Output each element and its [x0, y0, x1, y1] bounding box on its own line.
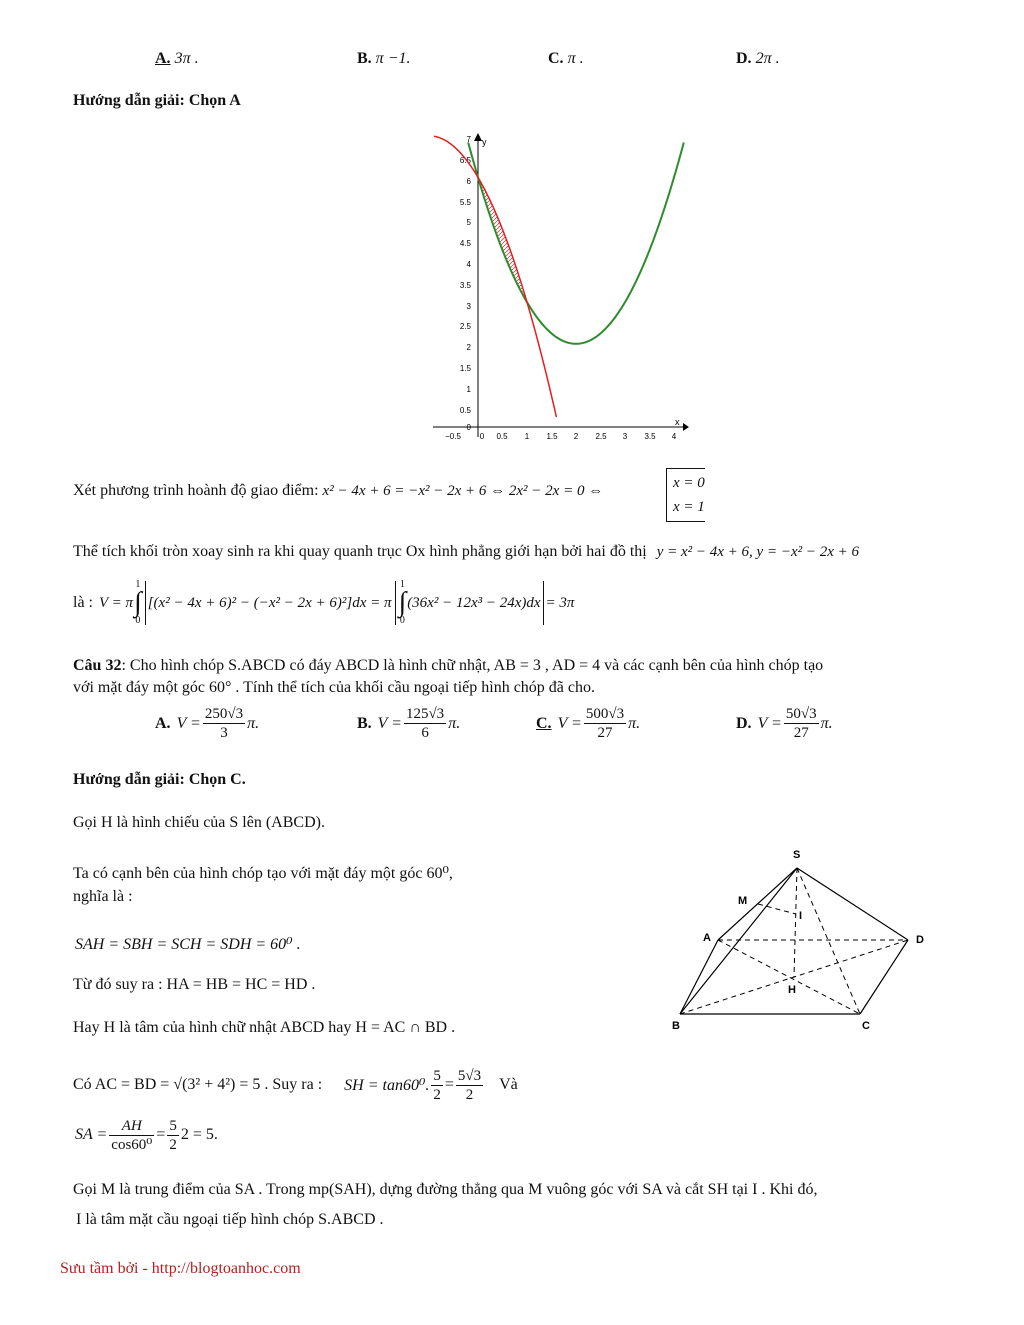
- solution-2-p3: SAH = SBH = SCH = SDH = 60⁰ .: [75, 936, 301, 953]
- integral-sign-2: 1 ∫ 0: [398, 579, 407, 626]
- solution-1-heading: Hướng dẫn giải: Chọn A: [73, 92, 241, 109]
- x-axis-label: x: [675, 417, 680, 427]
- label-A: A: [703, 932, 711, 944]
- q31-option-c: C. π .: [548, 50, 584, 67]
- q32-option-d: D. V = $\frac{50√3}{27}$ π.: [736, 706, 833, 741]
- x-tick-3.5: 3.5: [644, 432, 656, 441]
- x-tick-4: 4: [671, 432, 677, 441]
- y-tick-1: 1: [466, 385, 471, 394]
- y-tick-6.5: 6.5: [459, 156, 471, 165]
- q32-option-c: C. V = $\frac{500√3}{27}$ π.: [536, 706, 641, 741]
- x-tick-2.5: 2.5: [595, 432, 607, 441]
- volume-description-line: Thể tích khối tròn xoay sinh ra khi quay quanh trục Ox hình phẳng giới hạn bởi hai đồ thị y = x² − 4x + 6, y = −x² − 2x + 6: [73, 543, 860, 560]
- solution-2-p4: Từ đó suy ra : HA = HB = HC = HD .: [73, 976, 316, 993]
- y-tick-labels: [460, 135, 472, 432]
- diagonal-BD: [680, 940, 908, 1014]
- y-tick-1.5: 1.5: [459, 364, 471, 373]
- q31-option-d: D. 2π .: [736, 50, 780, 67]
- solution-2-p9: I là tâm mặt cầu ngoại tiếp hình chóp S.ABCD .: [76, 1211, 384, 1228]
- edge-CD: [860, 940, 908, 1014]
- pyramid-figure: [665, 840, 940, 1040]
- y-tick-6: 6: [466, 177, 471, 186]
- y-tick-0.5: 0.5: [459, 406, 471, 415]
- edge-BA: [680, 940, 718, 1014]
- edge-SA: [718, 868, 797, 940]
- footer-source: Sưu tầm bởi - http://blogtoanhoc.com: [60, 1260, 301, 1277]
- diagonal-AC: [718, 940, 860, 1014]
- q32-option-b: B. V = $\frac{125√3}{6}$ π.: [357, 706, 461, 741]
- question-32-line1: Câu 32: Cho hình chóp S.ABCD có đáy ABCD là hình chữ nhật, AB = 3 , AD = 4 và các cạnh bên của hình chóp tạo: [73, 657, 824, 674]
- y-tick-5: 5: [466, 218, 471, 227]
- y-axis-label: y: [482, 137, 487, 147]
- y-tick-3: 3: [466, 302, 471, 311]
- segment-SH: [794, 868, 797, 977]
- label-I: I: [799, 910, 803, 922]
- x-tick-0.5: 0.5: [496, 432, 508, 441]
- solution-2-heading: Hướng dẫn giải: Chọn C.: [73, 771, 246, 788]
- label-B: B: [672, 1020, 680, 1032]
- solution-2-p7: SA = $\frac{AH}{\text{cos60⁰}}$ = $\frac{5}{2}$ 2 = 5.: [75, 1117, 218, 1153]
- green-parabola-curve: [468, 142, 684, 343]
- solution-2-p2a: Ta có cạnh bên của hình chóp tạo với mặt đáy một góc 60⁰,: [73, 865, 453, 882]
- label-M: M: [738, 895, 748, 907]
- volume-integral-line: là : V = π 1 ∫ 0 [(x² − 4x + 6)² − (−x² − 2x + 6)²]dx = π 1 ∫ 0 (36x² − 12x³ − 24x)dx = 3π: [73, 579, 575, 626]
- solution-system: x = 0 x = 1: [666, 468, 705, 522]
- integral-sign-1: 1 ∫ 0: [134, 579, 142, 626]
- y-tick-4: 4: [466, 260, 471, 269]
- y-tick-0: 0: [466, 423, 471, 432]
- edge-SD: [797, 868, 908, 940]
- x-tick-0: 0: [479, 432, 485, 441]
- y-tick-3.5: 3.5: [459, 281, 471, 290]
- x-tick-3: 3: [622, 432, 628, 441]
- y-tick-4.5: 4.5: [459, 239, 471, 248]
- intersection-equation-line: Xét phương trình hoành độ giao điểm: x² − 4x + 6 = −x² − 2x + 6 ⇔ 2x² − 2x = 0 ⇔: [73, 482, 604, 499]
- y-tick-2: 2: [466, 343, 471, 352]
- label-D: D: [916, 934, 924, 946]
- label-S: S: [793, 849, 801, 861]
- edge-SB: [680, 868, 797, 1014]
- label-C: C: [862, 1020, 870, 1032]
- y-tick-7: 7: [466, 135, 471, 144]
- solution-2-p1: Gọi H là hình chiếu của S lên (ABCD).: [73, 814, 325, 831]
- y-axis-arrow-icon: [474, 133, 482, 141]
- red-parabola-curve: [434, 136, 557, 417]
- solution-2-p6: Có AC = BD = √(3² + 4²) = 5 . Suy ra : SH = tan60⁰. $\frac{5}{2}$ = $\frac{5√3}{2}$ Và: [73, 1067, 518, 1103]
- x-tick--0.5: −0.5: [445, 432, 461, 441]
- label-H: H: [788, 984, 796, 996]
- edge-SC: [797, 868, 860, 1014]
- solution-2-p5: Hay H là tâm của hình chữ nhật ABCD hay H = AC ∩ BD .: [73, 1019, 456, 1036]
- x-tick-labels: [445, 432, 677, 441]
- q31-option-b: B. π −1.: [357, 50, 411, 67]
- question-32-line2: với mặt đáy một góc 60° . Tính thể tích của khối cầu ngoại tiếp hình chóp đã cho.: [73, 679, 595, 696]
- x-tick-1: 1: [524, 432, 530, 441]
- y-tick-5.5: 5.5: [459, 198, 471, 207]
- y-tick-2.5: 2.5: [459, 322, 471, 331]
- x-tick-2: 2: [573, 432, 579, 441]
- x-axis-arrow-icon: [683, 423, 689, 431]
- shaded-region: [478, 177, 527, 302]
- solution-2-p2b: nghĩa là :: [73, 888, 133, 905]
- solution-2-p8: Gọi M là trung điểm của SA . Trong mp(SAH), dựng đường thẳng qua M vuông góc với SA và cắt SH tại I . Khi đó,: [73, 1181, 818, 1198]
- q32-option-a: A. V = $\frac{250√3}{3}$ π.: [155, 706, 260, 741]
- function-graph: [425, 125, 695, 450]
- q31-option-a: A. 3π .: [155, 50, 199, 67]
- x-tick-1.5: 1.5: [546, 432, 558, 441]
